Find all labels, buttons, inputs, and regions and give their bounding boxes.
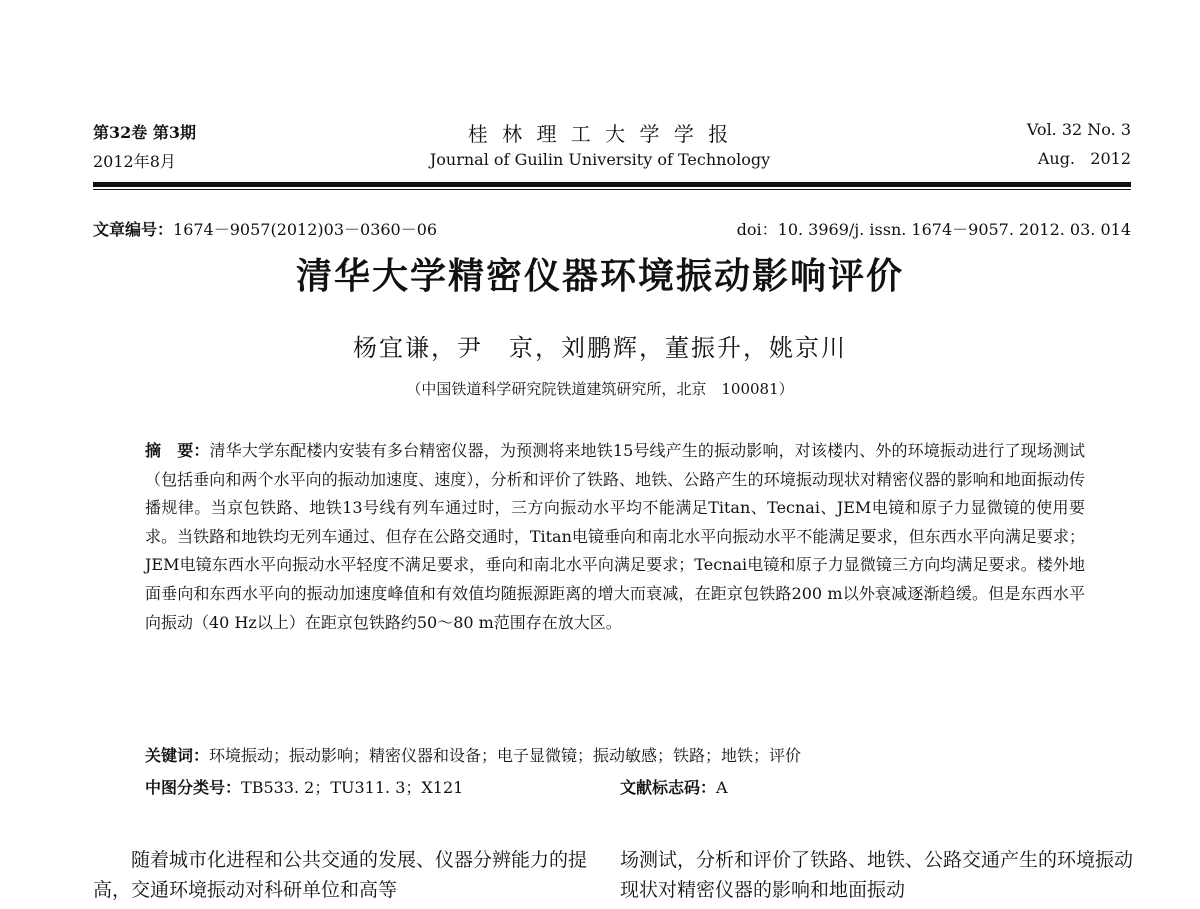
article-id-label: 文章编号： bbox=[93, 220, 174, 239]
document-code bbox=[620, 775, 728, 798]
abstract-label: 摘 要： bbox=[145, 441, 210, 460]
clc-label: 中图分类号： bbox=[145, 778, 242, 797]
article-id-value: 1674－9057(2012)03－0360－06 bbox=[173, 220, 438, 239]
abstract-text: 清华大学东配楼内安装有多台精密仪器，为预测将来地铁15号线产生的振动影响，对该楼内、外的环境振动进行了现场测试（包括垂向和两个水平向的振动加速度、速度），分析和评价了铁路、地铁、公路产生的环境振动现状对精密仪器的影响和地面振动传播规律。当京包铁路、地铁13号线有列车通过时，三方向振动水平均不能满足Titan、Tecnai、JEM电镜和原子力显微镜的使用要求。当铁路和地铁均无列车通过、但存在公路交通时，Titan电镜垂向和南北水平向振动水平不能满足要求，但东西水平向满足要求；JEM电镜东西水平向振动水平轻度不满足要求，垂向和南北水平向满足要求；Tecnai电镜和原子力显微镜三方向均满足要求。楼外地面垂向和东西水平向的振动加速度峰值和有效值均随振源距离的增大而衰减，在距京包铁路200 m以外衰减逐渐趋缓。但是东西水平向振动（40 Hz以上）在距京包铁路约50～80 m范围存在放大区。 bbox=[145, 441, 1085, 632]
volume-issue-cn: 第32卷 第3期 bbox=[93, 123, 196, 142]
doc-code-value: A bbox=[716, 778, 728, 797]
abstract bbox=[145, 437, 1085, 637]
authors: 杨宜谦，尹 京，刘鹏辉，董振升，姚京川 bbox=[353, 334, 847, 362]
date-en: Aug. 2012 bbox=[1037, 149, 1131, 168]
body-right-column: 场测试，分析和评价了铁路、地铁、公路交通产生的环境振动现状对精密仪器的影响和地面振动 bbox=[620, 849, 1134, 901]
volume-issue-en: Vol. 32 No. 3 bbox=[1026, 120, 1131, 139]
clc-value: TB533. 2；TU311. 3；X121 bbox=[241, 778, 464, 797]
keywords-text: 环境振动；振动影响；精密仪器和设备；电子显微镜；振动敏感；铁路；地铁；评价 bbox=[209, 746, 802, 765]
article-id bbox=[93, 217, 437, 240]
header-rule-thick bbox=[93, 182, 1131, 187]
keywords bbox=[145, 743, 801, 766]
header-rule-thin bbox=[93, 189, 1131, 190]
date-cn: 2012年8月 bbox=[93, 152, 176, 171]
body-left-column: 随着城市化进程和公共交通的发展、仪器分辨能力的提高，交通环境振动对科研单位和高等 bbox=[93, 849, 588, 901]
journal-name-en: Journal of Guilin University of Technology bbox=[429, 150, 771, 169]
keywords-label: 关键词： bbox=[145, 746, 210, 765]
journal-name-cn: 桂 林 理 工 大 学 学 报 bbox=[467, 122, 733, 146]
affiliation: （中国铁道科学研究院铁道建筑研究所，北京 100081） bbox=[406, 380, 794, 398]
clc-number bbox=[145, 775, 463, 798]
paper-title: 清华大学精密仪器环境振动影响评价 bbox=[295, 256, 904, 297]
doi: doi：10. 3969/j. issn. 1674－9057. 2012. 03. 014 bbox=[736, 220, 1131, 239]
doc-code-label: 文献标志码： bbox=[620, 778, 717, 797]
